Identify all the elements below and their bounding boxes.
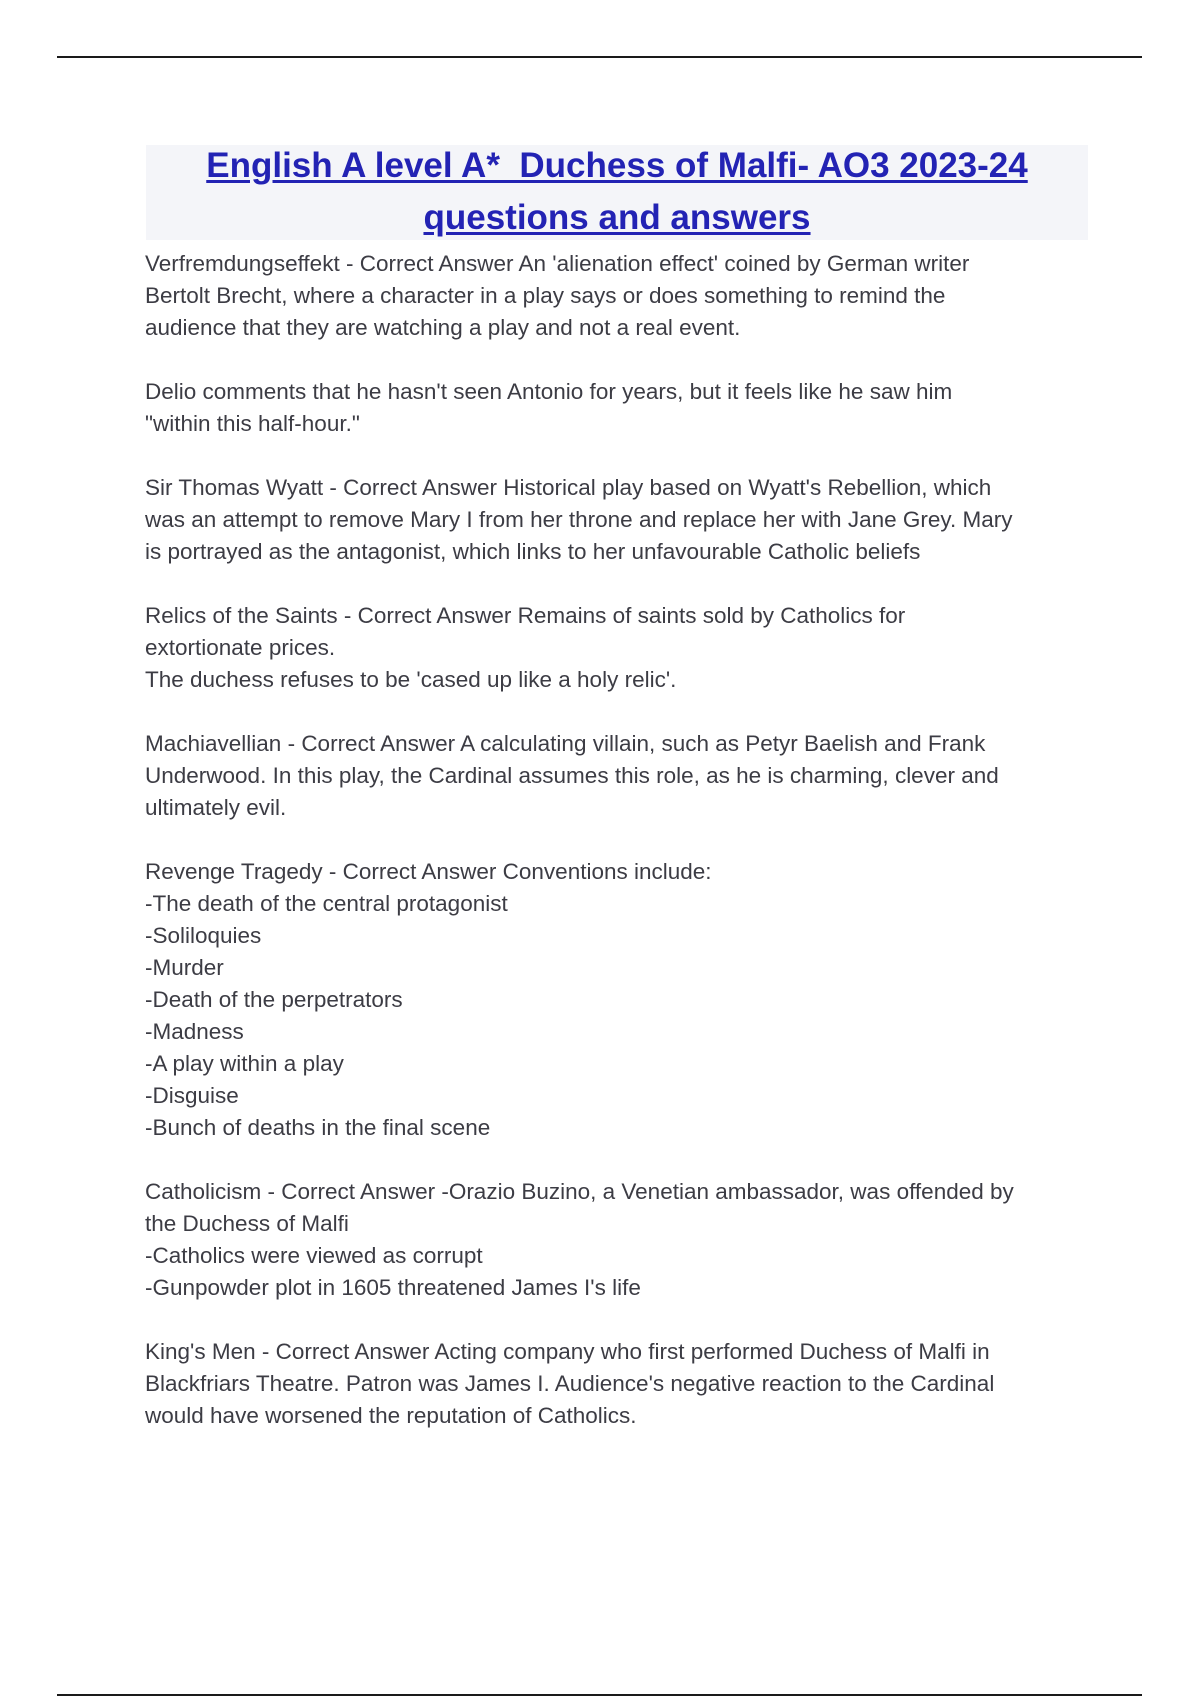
- entry-line: would have worsened the reputation of Catholics.: [145, 1403, 637, 1428]
- qa-entry: [145, 1336, 1085, 1432]
- entry-line: Delio comments that he hasn't seen Antonio for years, but it feels like he saw him: [145, 379, 953, 404]
- entry-line: -Murder: [145, 955, 224, 980]
- qa-entry: [145, 1176, 1085, 1304]
- entry-line: -A play within a play: [145, 1051, 344, 1076]
- entry-line: was an attempt to remove Mary I from her throne and replace her with Jane Grey. Mary: [145, 507, 1013, 532]
- entry-line: Verfremdungseffekt - Correct Answer An 'alienation effect' coined by German writer: [145, 251, 970, 276]
- entry-line: Sir Thomas Wyatt - Correct Answer Historical play based on Wyatt's Rebellion, which: [145, 475, 992, 500]
- entry-line: audience that they are watching a play and not a real event.: [145, 315, 741, 340]
- entry-line: Bertolt Brecht, where a character in a play says or does something to remind the: [145, 283, 946, 308]
- entry-line: Relics of the Saints - Correct Answer Remains of saints sold by Catholics for: [145, 603, 906, 628]
- qa-entry: [145, 248, 1085, 344]
- document-body: [145, 248, 1085, 1464]
- entry-line: -Madness: [145, 1019, 244, 1044]
- entry-line: extortionate prices.: [145, 635, 336, 660]
- qa-entry: [145, 600, 1085, 696]
- title-line-1[interactable]: English A level A*_Duchess of Malfi- AO3 2023-24: [206, 146, 1028, 185]
- entry-line: -Soliloquies: [145, 923, 262, 948]
- entry-line: "within this half-hour.": [145, 411, 360, 436]
- entry-line: ultimately evil.: [145, 795, 287, 820]
- qa-entry: [145, 856, 1085, 1144]
- entry-line: Catholicism - Correct Answer -Orazio Buzino, a Venetian ambassador, was offended by: [145, 1179, 1014, 1204]
- entry-line: -Gunpowder plot in 1605 threatened James I's life: [145, 1275, 641, 1300]
- entry-line: Underwood. In this play, the Cardinal assumes this role, as he is charming, clever and: [145, 763, 999, 788]
- entry-line: the Duchess of Malfi: [145, 1211, 349, 1236]
- header-rule: [57, 56, 1142, 58]
- entry-line: -Bunch of deaths in the final scene: [145, 1115, 491, 1140]
- entry-line: The duchess refuses to be 'cased up like a holy relic'.: [145, 667, 677, 692]
- qa-entry: [145, 728, 1085, 824]
- entry-line: -The death of the central protagonist: [145, 891, 508, 916]
- entry-line: -Disguise: [145, 1083, 239, 1108]
- entry-line: Machiavellian - Correct Answer A calculating villain, such as Petyr Baelish and Frank: [145, 731, 986, 756]
- qa-entry: [145, 472, 1085, 568]
- document-title[interactable]: [146, 140, 1088, 244]
- entry-line: Revenge Tragedy - Correct Answer Conventions include:: [145, 859, 712, 884]
- entry-line: -Death of the perpetrators: [145, 987, 403, 1012]
- entry-line: Blackfriars Theatre. Patron was James I. Audience's negative reaction to the Cardinal: [145, 1371, 995, 1396]
- footer-rule: [57, 1694, 1142, 1696]
- title-line-2[interactable]: questions and answers: [423, 198, 811, 237]
- qa-entry: [145, 376, 1085, 440]
- entry-line: King's Men - Correct Answer Acting company who first performed Duchess of Malfi in: [145, 1339, 990, 1364]
- entry-line: is portrayed as the antagonist, which links to her unfavourable Catholic beliefs: [145, 539, 921, 564]
- entry-line: -Catholics were viewed as corrupt: [145, 1243, 483, 1268]
